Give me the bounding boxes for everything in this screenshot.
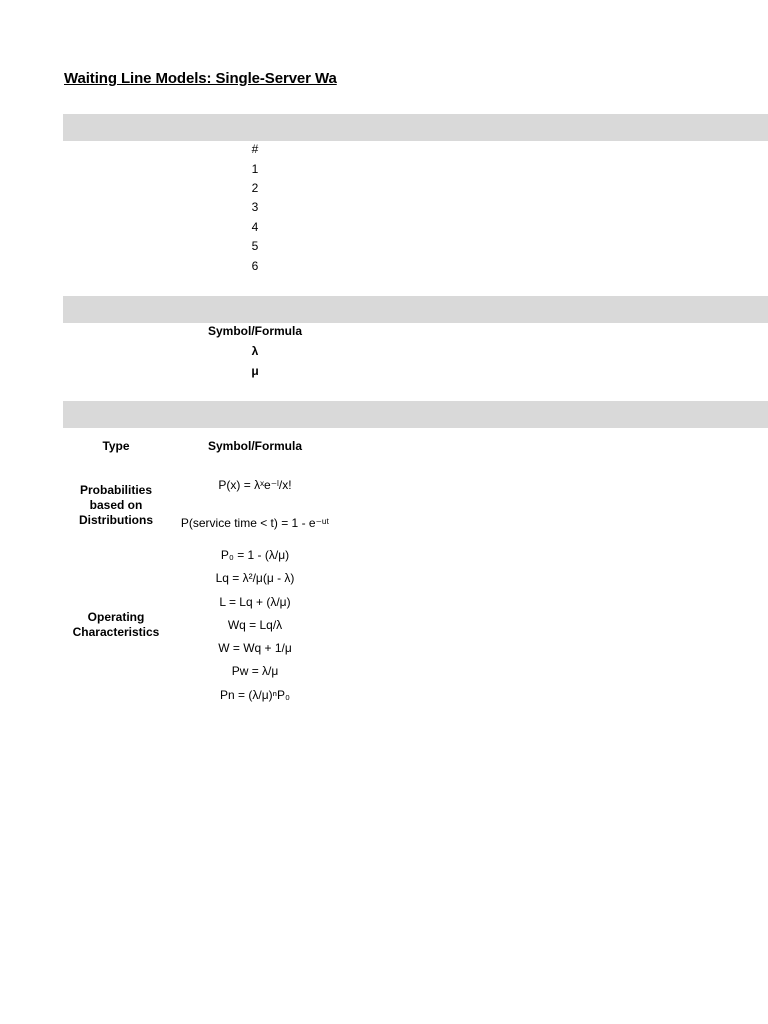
formula-p0: P₀ = 1 - (λ/μ) xyxy=(220,548,290,562)
list-item: 1 xyxy=(251,162,259,176)
formula-l: L = Lq + (λ/μ) xyxy=(219,595,291,609)
type-column-header: Type xyxy=(102,439,130,453)
section-header-band-1 xyxy=(63,114,768,141)
formula-wq: Wq = Lq/λ xyxy=(227,618,283,632)
list-item: 2 xyxy=(251,181,259,195)
section-header-band-3 xyxy=(63,401,768,428)
list-item: 6 xyxy=(251,259,259,273)
number-column-header: # xyxy=(251,142,259,156)
sheet-title-container xyxy=(64,70,342,92)
formula-pw: Pw = λ/μ xyxy=(231,664,279,678)
type-probabilities: Probabilities based on Distributions xyxy=(79,483,153,527)
mu-symbol: μ xyxy=(251,364,259,378)
sheet-title: Waiting Line Models: Single-Server Wa xyxy=(64,70,337,87)
list-item: 4 xyxy=(251,220,259,234)
symbol-formula-column-header: Symbol/Formula xyxy=(207,439,302,453)
formula-pn: Pn = (λ/μ)ⁿP₀ xyxy=(220,688,290,702)
symbol-formula-header: Symbol/Formula xyxy=(207,324,302,338)
list-item: 5 xyxy=(251,239,259,253)
list-item: 3 xyxy=(251,200,259,214)
formula-poisson: P(x) = λˣe⁻ˡ/x! xyxy=(218,478,292,492)
section-header-band-2 xyxy=(63,296,768,323)
lambda-symbol: λ xyxy=(251,344,259,358)
formula-w: W = Wq + 1/μ xyxy=(218,641,292,655)
type-operating-characteristics: Operating Characteristics xyxy=(72,610,160,639)
formula-service-time: P(service time < t) = 1 - e⁻ᵘᵗ xyxy=(180,516,330,530)
formula-lq: Lq = λ²/μ(μ - λ) xyxy=(215,571,295,585)
